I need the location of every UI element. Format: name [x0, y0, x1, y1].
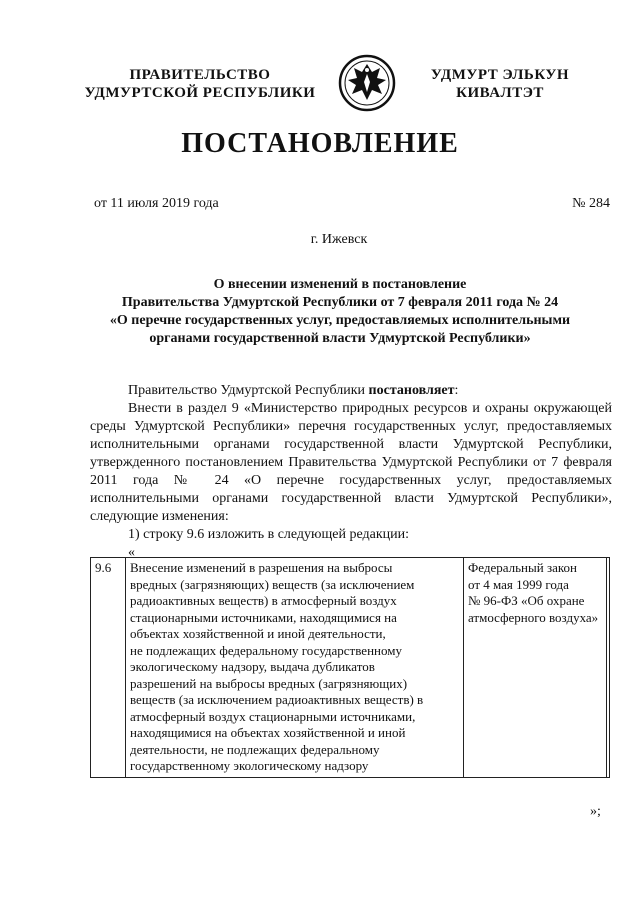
intro-verb: постановляет [368, 383, 455, 398]
government-name-line2: УДМУРТСКОЙ РЕСПУБЛИКИ [84, 85, 316, 101]
row-number: 9.6 [95, 560, 112, 575]
service-line: радиоактивных веществ) в атмосферный воздух [130, 593, 397, 608]
service-line: деятельности, не подлежащих федеральному [130, 741, 380, 757]
service-line: не подлежащих федеральному государственному [130, 642, 402, 658]
service-table [90, 557, 610, 778]
law-line: от 4 мая 1999 года [468, 576, 569, 592]
heading-line: «О перечне государственных услуг, предоставляемых исполнительными [109, 313, 571, 328]
table-row [91, 558, 610, 778]
udmurt-coat-of-arms-icon [336, 52, 398, 114]
service-line: Внесение изменений в разрешения на выбросы [130, 560, 393, 575]
item-1: 1) строку 9.6 изложить в следующей редакции: [128, 527, 410, 542]
document-number: № 284 [572, 196, 610, 211]
heading-line: органами государственной власти Удмуртской Республики» [149, 331, 531, 346]
service-name-cell [126, 558, 464, 778]
service-line: экологическому надзору, выдача дубликатов [130, 659, 375, 674]
government-name-udmurt-line2: КИВАЛТЭТ [456, 85, 544, 101]
service-line: атмосферный воздух стационарными источниками, [130, 708, 416, 724]
service-line: вредных (загрязняющих) веществ (за исключением [130, 576, 415, 592]
open-quote: « [128, 545, 135, 560]
empty-cell [607, 558, 610, 778]
service-line: разрешений на выбросы вредных (загрязняющих) [130, 675, 408, 691]
government-name-udmurt [420, 66, 580, 102]
amendment-paragraph: Внести в раздел 9 «Министерство природных ресурсов и охраны окружающей среды Удмуртской Республики» перечня государственных услуг, предоставляемых исполнительными органами государственной власти Удмуртской Республики, утвержденного постановлением Правительства Удмуртской Республики от 7 февраля 2011 года № 24 «О перечне государственных услуг, предоставляемых исполнительными органами государственной власти Удмуртской Республики», следующие изменения: [90, 401, 612, 524]
law-line: Федеральный закон [468, 560, 577, 575]
heading-line: О внесении изменений в постановление [213, 277, 467, 292]
service-line: веществ (за исключением радиоактивных веществ) в [130, 692, 424, 707]
government-name-russian [80, 66, 320, 102]
intro-colon: : [454, 383, 459, 398]
heading-line: Правительства Удмуртской Республики от 7 февраля 2011 года № 24 [121, 295, 559, 310]
intro-paragraph [90, 382, 612, 400]
document-date: от 11 июля 2019 года [94, 196, 219, 211]
intro-text: Правительство Удмуртской Республики [128, 383, 369, 398]
close-quote: »; [590, 804, 601, 819]
row-number-cell [91, 558, 126, 778]
government-name-line1: ПРАВИТЕЛЬСТВО [129, 67, 271, 83]
document-body [90, 382, 612, 562]
law-line: № 96-ФЗ «Об охране [468, 593, 585, 608]
government-name-udmurt-line1: УДМУРТ ЭЛЬКУН [430, 67, 570, 83]
document-city: г. Ижевск [310, 232, 368, 247]
law-line: атмосферного воздуха» [468, 609, 599, 625]
service-line: государственному экологическому надзору [130, 758, 369, 773]
document-heading [90, 276, 590, 348]
service-line: находящимися на объектах хозяйственной и иной [130, 725, 406, 740]
legal-basis-cell [464, 558, 607, 778]
service-line: стационарными источниками, находящимися на [130, 609, 397, 625]
service-line: объектах хозяйственной и иной деятельности, [130, 626, 386, 641]
document-title: ПОСТАНОВЛЕНИЕ [181, 128, 459, 159]
